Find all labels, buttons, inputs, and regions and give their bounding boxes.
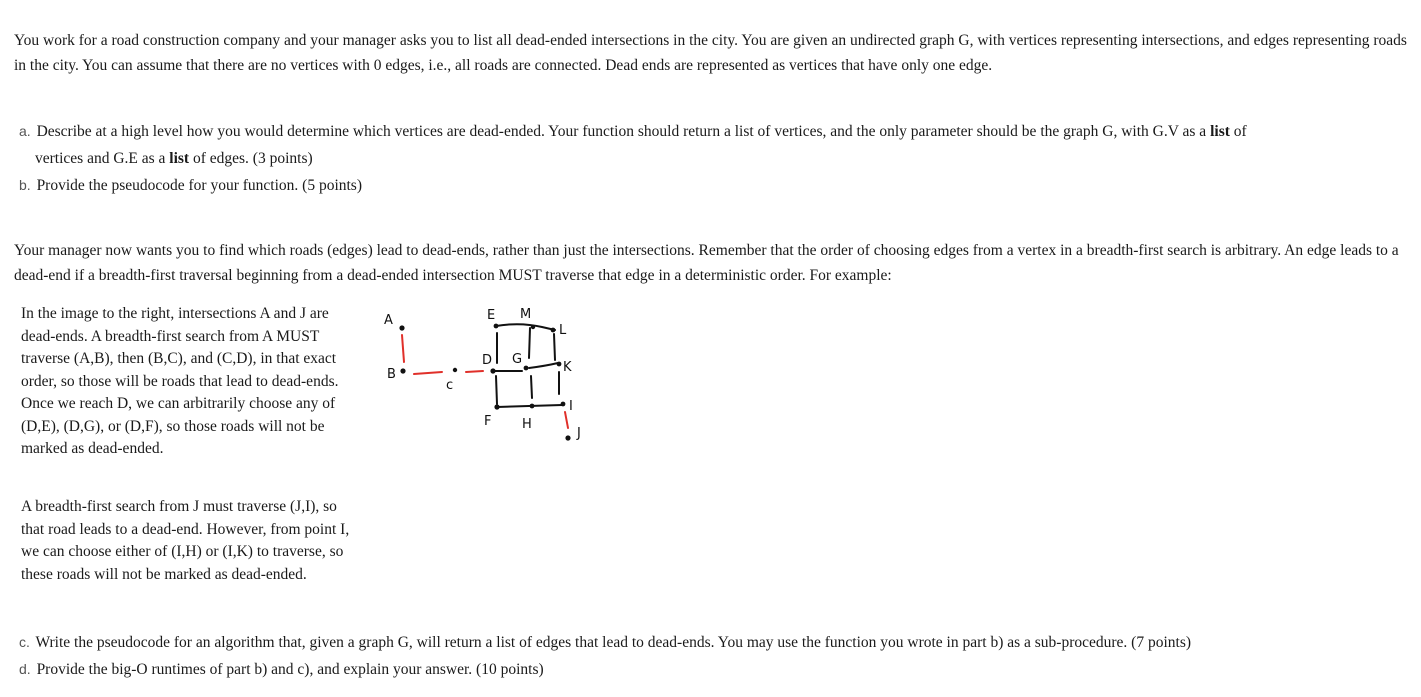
- question-c: c. Write the pseudocode for an algorithm that, given a graph G, will return a list of edges that lead to dead-ends. You may use the function you wrote in part b) as a sub-procedure. (7 points): [19, 634, 1192, 651]
- vertex-label-j: J: [577, 426, 581, 441]
- vertex-label-g: G: [512, 352, 523, 367]
- vertex-label-e: E: [487, 308, 496, 323]
- vertex-label-l: L: [559, 323, 567, 338]
- question-b: b. Provide the pseudocode for your function. (5 points): [19, 177, 362, 194]
- road-graph-diagram: [370, 300, 610, 450]
- vertex-label-i: I: [569, 399, 573, 414]
- vertex-label-b: B: [387, 367, 396, 382]
- question-a: a. Describe at a high level how you would determine which vertices are dead-ended. Your function should return a list of vertices, and the only parameter should be the graph G, with G.V as a list of vertices and G.E as a list of edges. (3 points): [19, 123, 1247, 167]
- section2-paragraph: Your manager now wants you to find which roads (edges) lead to dead-ends, rather than just the intersections. Remember that the order of choosing edges from a vertex in a breadth-first search is arbitrary. An edge leads to a dead-end if a breadth-first traversal beginning from a dead-ended intersection MUST traverse that edge in a deterministic order. For example:: [14, 242, 1399, 284]
- vertex-label-c: c: [446, 378, 454, 393]
- example-paragraph-2: A breadth-first search from J must traverse (J,I), so that road leads to a dead-end. However, from point I, we can choose either of (I,H) or (I,K) to traverse, so these roads will not be marked as dead-ended.: [21, 498, 350, 583]
- question-list-cd: [19, 629, 1409, 683]
- list-marker-d: d.: [19, 661, 31, 677]
- list-marker-b: b.: [19, 177, 31, 193]
- list-marker-c: c.: [19, 634, 30, 650]
- vertex-label-k: K: [563, 360, 572, 375]
- intro-paragraph: You work for a road construction company and your manager asks you to list all dead-ended intersections in the city. You are given an undirected graph G, with vertices representing intersections, and edges representing roads in the city. You can assume that there are no vertices with 0 edges, i.e., all roads are connected. Dead ends are represented as vertices that have only one edge.: [14, 32, 1407, 74]
- vertex-label-m: M: [520, 307, 532, 322]
- vertex-label-a: A: [384, 313, 393, 328]
- question-d: d. Provide the big-O runtimes of part b) and c), and explain your answer. (10 points): [19, 661, 544, 678]
- vertex-label-h: H: [522, 417, 532, 432]
- question-list-ab: [19, 118, 1409, 199]
- vertex-label-f: F: [484, 414, 492, 429]
- list-marker-a: a.: [19, 123, 31, 139]
- vertex-label-d: D: [482, 353, 493, 368]
- example-paragraph-1: In the image to the right, intersections A and J are dead-ends. A breadth-first search from A MUST traverse (A,B), then (B,C), and (C,D), in that exact order, so those will be roads that lead to dead-ends. Once we reach D, we can arbitrarily choose any of (D,E), (D,G), or (D,F), so those roads will not be marked as dead-ended.: [21, 305, 339, 457]
